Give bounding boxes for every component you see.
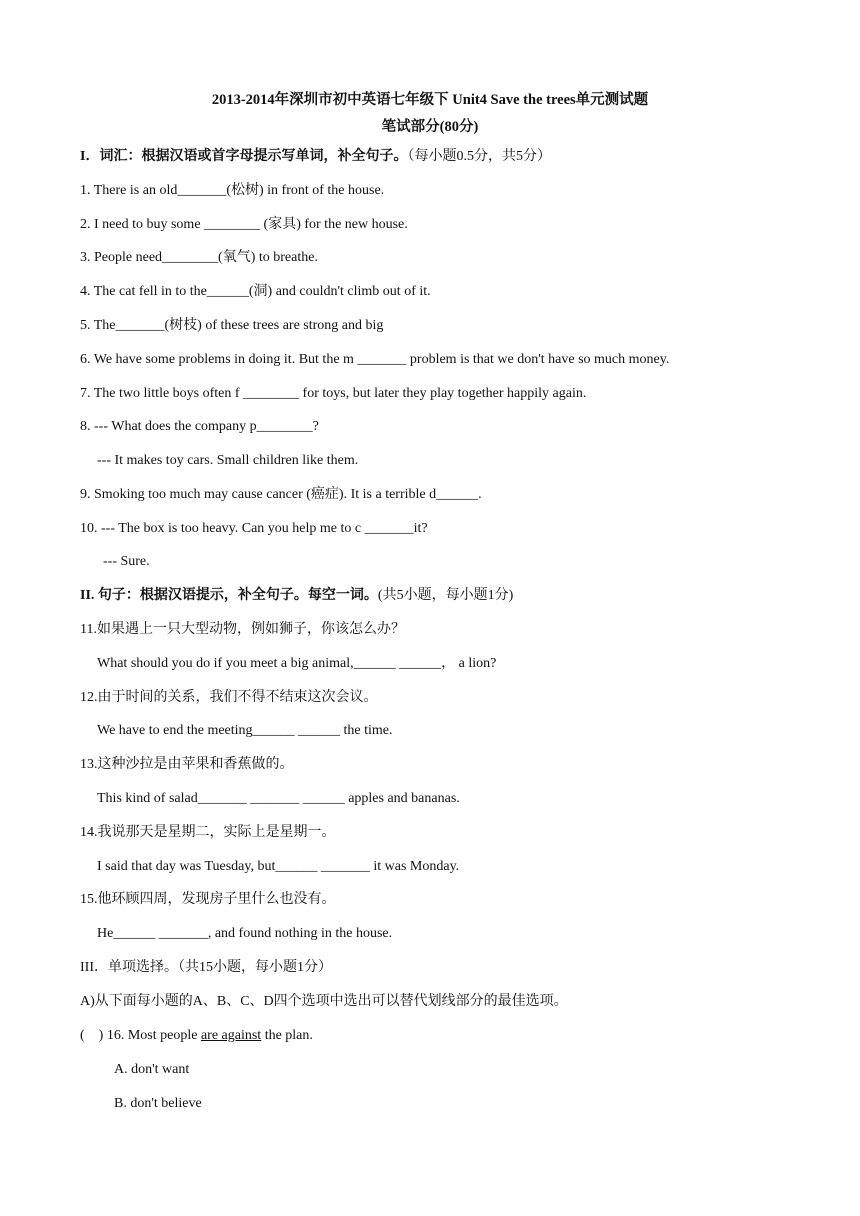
question-15-english: He______ _______, and found nothing in the house.	[97, 926, 393, 941]
question-12-english: We have to end the meeting______ ______ the time.	[97, 723, 393, 738]
question-8: 8. --- What does the company p________?	[80, 419, 319, 434]
section-1-heading	[80, 148, 551, 166]
question-16-suffix: the plan.	[261, 1028, 313, 1043]
question-16	[80, 1027, 313, 1045]
section-1-note: （每小题0.5分，共5分）	[407, 149, 551, 164]
question-16-option-a: A. don't want	[114, 1062, 190, 1077]
question-16-underlined: are against	[200, 1028, 262, 1043]
question-1: 1. There is an old_______(松树) in front of the house.	[80, 183, 385, 198]
question-7: 7. The two little boys often f ________ for toys, but later they play together happily again.	[80, 386, 587, 401]
page-title: 2013-2014年深圳市初中英语七年级下 Unit4 Save the trees单元测试题	[211, 92, 649, 108]
question-10-answer: --- Sure.	[103, 554, 150, 569]
question-9: 9. Smoking too much may cause cancer (癌症). It is a terrible d______.	[80, 487, 482, 502]
question-4: 4. The cat fell in to the______(洞) and couldn't climb out of it.	[80, 284, 431, 299]
question-5: 5. The_______(树枝) of these trees are strong and big	[80, 318, 384, 333]
question-15-chinese: 15.他环顾四周，发现房子里什么也没有。	[80, 892, 336, 907]
page-subtitle: 笔试部分(80分)	[381, 119, 479, 135]
question-13-chinese: 13.这种沙拉是由苹果和香蕉做的。	[80, 757, 294, 772]
question-8-answer: --- It makes toy cars. Small children like them.	[97, 453, 359, 468]
section-1-heading-text: I．词汇：根据汉语或首字母提示写单词，补全句子。	[80, 149, 408, 164]
question-16-option-b: B. don't believe	[114, 1096, 202, 1111]
question-14-chinese: 14.我说那天是星期二，实际上是星期一。	[80, 825, 336, 840]
section-3-subheading: A)从下面每小题的A、B、C、D四个选项中选出可以替代划线部分的最佳选项。	[80, 994, 568, 1009]
question-6: 6. We have some problems in doing it. But the m _______ problem is that we don't have so much money.	[80, 352, 670, 367]
section-2-note: (共5小题，每小题1分)	[377, 588, 514, 603]
section-2-heading-text: II. 句子：根据汉语提示，补全句子。每空一词。	[80, 588, 378, 603]
section-3-heading: III．单项选择。（共15小题，每小题1分）	[80, 960, 332, 975]
section-2-heading	[80, 587, 513, 605]
question-11-chinese: 11.如果遇上一只大型动物，例如狮子，你该怎么办？	[80, 622, 405, 637]
question-3: 3. People need________(氧气) to breathe.	[80, 250, 318, 265]
question-11-english: What should you do if you meet a big animal,______ ______， a lion?	[97, 656, 497, 671]
question-2: 2. I need to buy some ________ (家具) for the new house.	[80, 217, 408, 232]
question-12-chinese: 12.由于时间的关系，我们不得不结束这次会议。	[80, 690, 378, 705]
question-16-prefix: ( ) 16. Most people	[80, 1028, 201, 1043]
question-14-english: I said that day was Tuesday, but______ _______ it was Monday.	[97, 859, 460, 874]
question-10: 10. --- The box is too heavy. Can you help me to c _______it?	[80, 521, 428, 536]
question-13-english: This kind of salad_______ _______ ______ apples and bananas.	[97, 791, 460, 806]
